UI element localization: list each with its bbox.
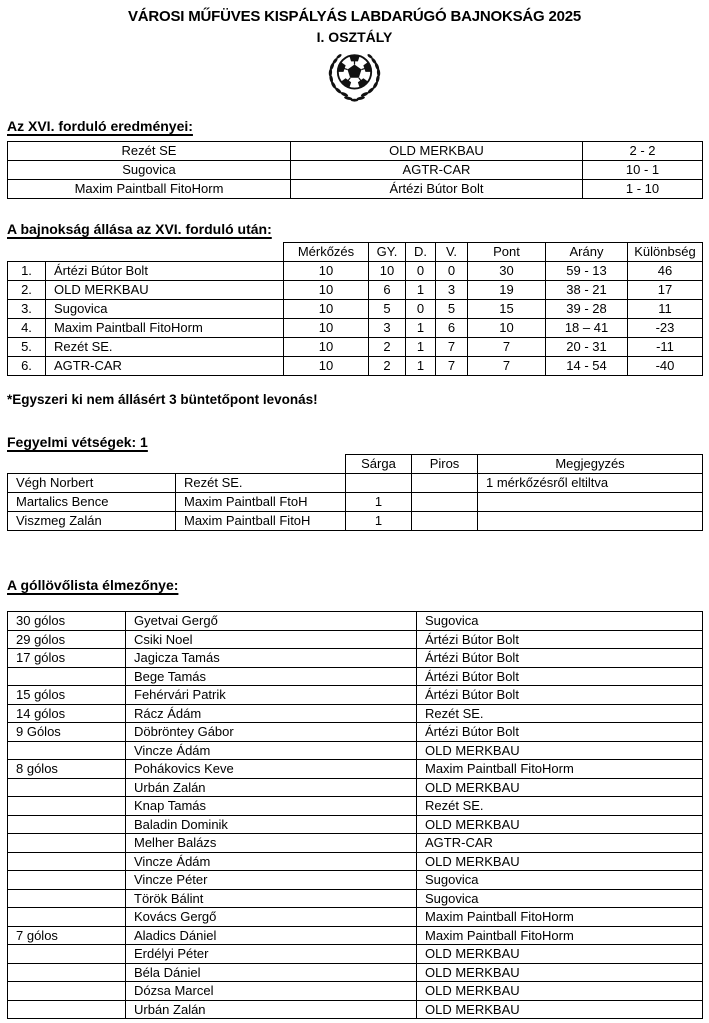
tournament-logo: [7, 47, 702, 106]
results-heading: Az XVI. forduló eredményei:: [7, 118, 193, 134]
goal-count-cell: 14 gólos: [8, 704, 126, 723]
lost-cell: 6: [436, 319, 468, 338]
discipline-row: [8, 474, 703, 493]
match-score: 10 - 1: [583, 161, 703, 180]
team-cell: AGTR-CAR: [417, 834, 703, 853]
played-cell: 10: [284, 319, 369, 338]
blank-header: [46, 243, 284, 262]
player-cell: Török Bálint: [126, 889, 417, 908]
team-cell: Maxim Paintball FitoHorm: [417, 926, 703, 945]
goal-diff-cell: -11: [628, 338, 703, 357]
goal-diff-cell: 17: [628, 281, 703, 300]
drawn-cell: 1: [406, 281, 436, 300]
discipline-table: [7, 454, 703, 531]
team-cell: Sugovica: [417, 889, 703, 908]
rank-cell: 4.: [8, 319, 46, 338]
scorer-row: [8, 797, 703, 816]
goal-diff-cell: 46: [628, 262, 703, 281]
team-cell: OLD MERKBAU: [417, 815, 703, 834]
team-cell: Rezét SE.: [417, 797, 703, 816]
team-cell: Maxim Paintball FitoHorm: [417, 908, 703, 927]
goal-count-cell: 8 gólos: [8, 760, 126, 779]
scorer-row: [8, 852, 703, 871]
team-cell: Ártézi Bútor Bolt: [417, 649, 703, 668]
home-team: Maxim Paintball FitoHorm: [8, 180, 291, 199]
red-card-cell: [412, 474, 478, 493]
team-cell: Maxim Paintball FitoHorm: [417, 760, 703, 779]
player-cell: Urbán Zalán: [126, 1000, 417, 1019]
col-wins: GY.: [369, 243, 406, 262]
team-cell: OLD MERKBAU: [417, 1000, 703, 1019]
standings-header-row: [8, 243, 703, 262]
lost-cell: 7: [436, 357, 468, 376]
standings-table: [7, 242, 703, 376]
player-cell: Aladics Dániel: [126, 926, 417, 945]
results-table: [7, 141, 703, 199]
player-cell: Rácz Ádám: [126, 704, 417, 723]
player-cell: Pohákovics Keve: [126, 760, 417, 779]
col-goal-ratio: Arány: [546, 243, 628, 262]
scorer-row: [8, 945, 703, 964]
discipline-row: [8, 493, 703, 512]
player-cell: Urbán Zalán: [126, 778, 417, 797]
scorer-row: [8, 686, 703, 705]
goal-count-cell: [8, 667, 126, 686]
col-remark: Megjegyzés: [478, 455, 703, 474]
col-red: Piros: [412, 455, 478, 474]
discipline-header-row: [8, 455, 703, 474]
goal-count-cell: 30 gólos: [8, 612, 126, 631]
discipline-heading: Fegyelmi vétségek: 1: [7, 434, 148, 450]
red-card-cell: [412, 512, 478, 531]
played-cell: 10: [284, 338, 369, 357]
drawn-cell: 0: [406, 300, 436, 319]
goal-ratio-cell: 18 – 41: [546, 319, 628, 338]
scorer-row: [8, 723, 703, 742]
points-cell: 19: [468, 281, 546, 300]
scorer-row: [8, 649, 703, 668]
drawn-cell: 0: [406, 262, 436, 281]
col-goal-diff: Különbség: [628, 243, 703, 262]
team-cell: Ártézi Bútor Bolt: [417, 667, 703, 686]
team-cell: Ártézi Bútor Bolt: [417, 723, 703, 742]
blank-header: [176, 455, 346, 474]
goal-ratio-cell: 38 - 21: [546, 281, 628, 300]
team-cell: Ártézi Bútor Bolt: [417, 686, 703, 705]
red-card-cell: [412, 493, 478, 512]
drawn-cell: 1: [406, 338, 436, 357]
team-cell: OLD MERKBAU: [417, 778, 703, 797]
player-cell: Erdélyi Péter: [126, 945, 417, 964]
goal-ratio-cell: 39 - 28: [546, 300, 628, 319]
rank-cell: 2.: [8, 281, 46, 300]
scorer-row: [8, 926, 703, 945]
scorers-table: [7, 611, 703, 1019]
points-cell: 15: [468, 300, 546, 319]
goal-count-cell: 9 Gólos: [8, 723, 126, 742]
away-team: AGTR-CAR: [291, 161, 583, 180]
document-subtitle: I. OSZTÁLY: [316, 29, 393, 45]
standings-heading: A bajnokság állása az XVI. forduló után:: [7, 221, 272, 237]
won-cell: 5: [369, 300, 406, 319]
player-cell: Kovács Gergő: [126, 908, 417, 927]
col-draws: D.: [406, 243, 436, 262]
won-cell: 2: [369, 357, 406, 376]
discipline-row: [8, 512, 703, 531]
blank-header: [8, 455, 176, 474]
team-cell: OLD MERKBAU: [417, 963, 703, 982]
remark-cell: [478, 512, 703, 531]
col-points: Pont: [468, 243, 546, 262]
match-score: 2 - 2: [583, 142, 703, 161]
goal-count-cell: [8, 741, 126, 760]
yellow-card-cell: 1: [346, 493, 412, 512]
standings-row: [8, 319, 703, 338]
team-cell: Sugovica: [417, 612, 703, 631]
penalty-note: *Egyszeri ki nem állásért 3 büntetőpont levonás!: [7, 392, 318, 407]
scorer-row: [8, 667, 703, 686]
scorer-row: [8, 908, 703, 927]
blank-header: [8, 243, 46, 262]
player-cell: Végh Norbert: [8, 474, 176, 493]
standings-row: [8, 281, 703, 300]
scorer-row: [8, 704, 703, 723]
col-losses: V.: [436, 243, 468, 262]
lost-cell: 0: [436, 262, 468, 281]
team-cell: Ártézi Bútor Bolt: [46, 262, 284, 281]
scorer-row: [8, 982, 703, 1001]
player-cell: Csiki Noel: [126, 630, 417, 649]
played-cell: 10: [284, 300, 369, 319]
team-cell: Ártézi Bútor Bolt: [417, 630, 703, 649]
rank-cell: 5.: [8, 338, 46, 357]
team-cell: AGTR-CAR: [46, 357, 284, 376]
team-cell: Maxim Paintball FtoH: [176, 493, 346, 512]
yellow-card-cell: [346, 474, 412, 493]
scorer-row: [8, 889, 703, 908]
scorer-row: [8, 760, 703, 779]
rank-cell: 3.: [8, 300, 46, 319]
player-cell: Baladin Dominik: [126, 815, 417, 834]
team-cell: OLD MERKBAU: [46, 281, 284, 300]
player-cell: Fehérvári Patrik: [126, 686, 417, 705]
scorer-row: [8, 741, 703, 760]
scorer-row: [8, 871, 703, 890]
scorer-row: [8, 834, 703, 853]
team-cell: Rezét SE.: [176, 474, 346, 493]
remark-cell: 1 mérkőzésről eltiltva: [478, 474, 703, 493]
player-cell: Béla Dániel: [126, 963, 417, 982]
result-row: [8, 161, 703, 180]
standings-row: [8, 300, 703, 319]
soccer-ball-laurel-icon: [315, 47, 394, 106]
drawn-cell: 1: [406, 319, 436, 338]
goal-count-cell: [8, 908, 126, 927]
goal-diff-cell: -23: [628, 319, 703, 338]
document-page: [0, 8, 709, 1023]
won-cell: 10: [369, 262, 406, 281]
team-cell: Sugovica: [417, 871, 703, 890]
rank-cell: 1.: [8, 262, 46, 281]
result-row: [8, 180, 703, 199]
match-score: 1 - 10: [583, 180, 703, 199]
player-cell: Vincze Péter: [126, 871, 417, 890]
points-cell: 30: [468, 262, 546, 281]
won-cell: 6: [369, 281, 406, 300]
away-team: OLD MERKBAU: [291, 142, 583, 161]
player-cell: Knap Tamás: [126, 797, 417, 816]
played-cell: 10: [284, 262, 369, 281]
goal-count-cell: [8, 889, 126, 908]
goal-count-cell: [8, 871, 126, 890]
goal-ratio-cell: 14 - 54: [546, 357, 628, 376]
goal-diff-cell: 11: [628, 300, 703, 319]
player-cell: Vincze Ádám: [126, 741, 417, 760]
goal-count-cell: [8, 982, 126, 1001]
player-cell: Martalics Bence: [8, 493, 176, 512]
goal-count-cell: [8, 834, 126, 853]
lost-cell: 5: [436, 300, 468, 319]
scorer-row: [8, 1000, 703, 1019]
standings-row: [8, 338, 703, 357]
team-cell: Rezét SE.: [417, 704, 703, 723]
played-cell: 10: [284, 281, 369, 300]
lost-cell: 7: [436, 338, 468, 357]
won-cell: 3: [369, 319, 406, 338]
player-cell: Jagicza Tamás: [126, 649, 417, 668]
player-cell: Gyetvai Gergő: [126, 612, 417, 631]
points-cell: 7: [468, 357, 546, 376]
team-cell: Sugovica: [46, 300, 284, 319]
team-cell: Maxim Paintball FitoH: [176, 512, 346, 531]
remark-cell: [478, 493, 703, 512]
team-cell: Maxim Paintball FitoHorm: [46, 319, 284, 338]
goal-count-cell: 15 gólos: [8, 686, 126, 705]
goal-count-cell: [8, 797, 126, 816]
team-cell: Rezét SE.: [46, 338, 284, 357]
player-cell: Bege Tamás: [126, 667, 417, 686]
goal-count-cell: 17 gólos: [8, 649, 126, 668]
goal-ratio-cell: 59 - 13: [546, 262, 628, 281]
points-cell: 7: [468, 338, 546, 357]
player-cell: Dózsa Marcel: [126, 982, 417, 1001]
scorer-row: [8, 815, 703, 834]
team-cell: OLD MERKBAU: [417, 741, 703, 760]
player-cell: Döbröntey Gábor: [126, 723, 417, 742]
team-cell: OLD MERKBAU: [417, 852, 703, 871]
player-cell: Viszmeg Zalán: [8, 512, 176, 531]
document-title: VÁROSI MŰFÜVES KISPÁLYÁS LABDARÚGÓ BAJNOKSÁG 2025: [127, 8, 582, 25]
scorer-row: [8, 778, 703, 797]
points-cell: 10: [468, 319, 546, 338]
player-cell: Vincze Ádám: [126, 852, 417, 871]
standings-row: [8, 357, 703, 376]
goal-count-cell: [8, 1000, 126, 1019]
scorers-heading: A góllövőlista élmezőnye:: [7, 577, 179, 593]
col-matches: Mérkőzés: [284, 243, 369, 262]
rank-cell: 6.: [8, 357, 46, 376]
drawn-cell: 1: [406, 357, 436, 376]
goal-count-cell: [8, 963, 126, 982]
player-cell: Melher Balázs: [126, 834, 417, 853]
goal-count-cell: 7 gólos: [8, 926, 126, 945]
col-yellow: Sárga: [346, 455, 412, 474]
result-row: [8, 142, 703, 161]
goal-diff-cell: -40: [628, 357, 703, 376]
team-cell: OLD MERKBAU: [417, 982, 703, 1001]
won-cell: 2: [369, 338, 406, 357]
yellow-card-cell: 1: [346, 512, 412, 531]
played-cell: 10: [284, 357, 369, 376]
goal-count-cell: [8, 815, 126, 834]
home-team: Sugovica: [8, 161, 291, 180]
goal-count-cell: 29 gólos: [8, 630, 126, 649]
lost-cell: 3: [436, 281, 468, 300]
team-cell: OLD MERKBAU: [417, 945, 703, 964]
goal-ratio-cell: 20 - 31: [546, 338, 628, 357]
away-team: Ártézi Bútor Bolt: [291, 180, 583, 199]
standings-row: [8, 262, 703, 281]
scorer-row: [8, 963, 703, 982]
scorer-row: [8, 612, 703, 631]
home-team: Rezét SE: [8, 142, 291, 161]
scorer-row: [8, 630, 703, 649]
goal-count-cell: [8, 945, 126, 964]
goal-count-cell: [8, 778, 126, 797]
goal-count-cell: [8, 852, 126, 871]
